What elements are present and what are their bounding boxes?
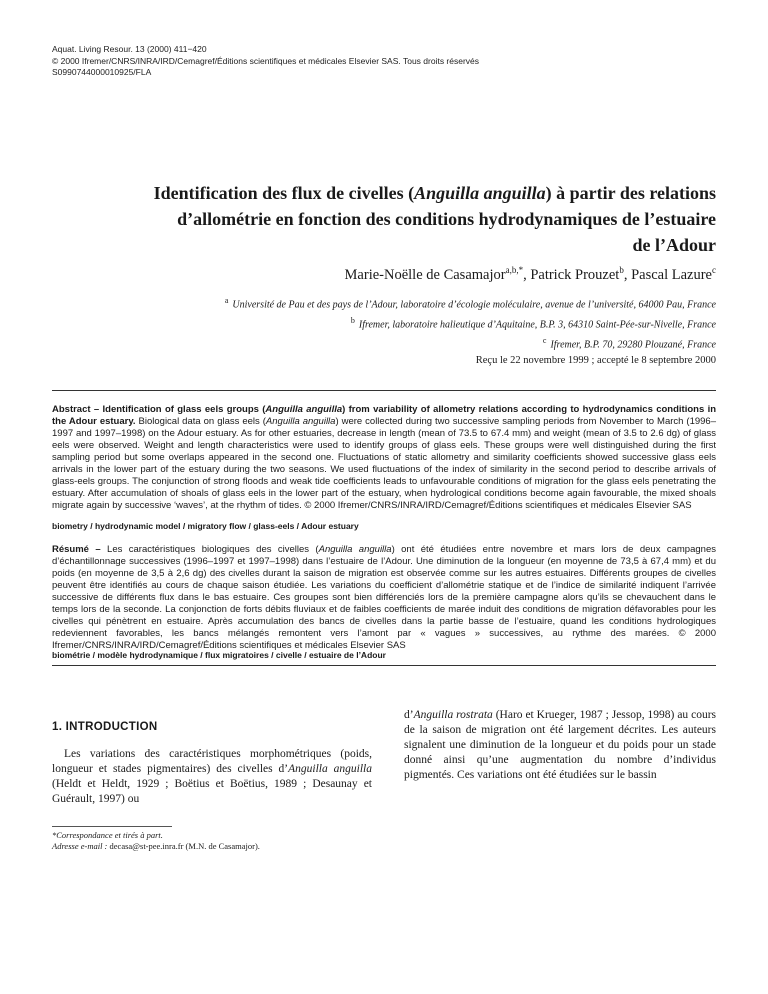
title-part: ) à partir des relations [545, 183, 716, 203]
title-line-3: de l’Adour [632, 235, 716, 255]
affil-text: Ifremer, laboratoire halieutique d’Aquitaine, B.P. 3, 64310 Saint-Pée-sur-Nivelle, France [358, 319, 716, 331]
abstract-body: ) were collected during two successive sampling periods from November to March (1996–1997 and 1997–1998) on the Adour estuary. As for other estuaries, decrease in length (mean of 73.5 to 67.4 mm) and weight (mean of 3.5 to 2.6 dg) of glass eels were observed. Weight and length characteristics were used to identify groups of glass eels. These groups were well distinguished during the first sampling period but some overlaps appeared in the second one. Fluctuations of static allometry and similarity coefficients showed successive glass eels arrivals in the lower part of the estuary during the two seasons. We used fluctuations of the index of similarity in the second period to describe arrivals of glass-eels groups. The conjunction of strong floods and weak tide coefficients leads to unfavourable conditions of migration for the glass eels penetrating the estuary. After accumulation of shoals of glass eels in the lower part of the estuary, when hydrological conditions become again favourable, the mixed shoals migrate again by successive ‘waves’, at the rhythm of tides. © 2000 Ifremer/CNRS/INRA/IRD/Cemagref/Éditions scientifiques et médicales Elsevier SAS [52, 416, 716, 511]
affiliation-c [543, 336, 716, 350]
title-species: Anguilla anguilla [414, 183, 546, 203]
author-name: , Pascal Lazure [623, 266, 712, 283]
email-address: decasa@st-pee.inra.fr (M.N. de Casamajor). [107, 841, 260, 851]
abstract [52, 404, 716, 512]
intro-paragraph [52, 747, 372, 807]
resume-label: Résumé – [52, 544, 101, 555]
resume-body: ) ont été étudiées entre novembre et mars lors de deux campagnes d’échantillonnage successives (1996–1997 et 1997–1998) dans l’estuaire de l’Adour. Une diminution de la longueur (en moyenne de 73,5 à 67,4 mm) et du poids (en moyenne de 3,5 à 2,6 dg) des civelles durant la saison de migration est observée comme sur les autres estuaires. Différents groupes de civelles peuvent être identifiés au cours de chaque saison étudiée. Les variations du coefficient d’allométrie statique et de l’indice de similarité indiquent l’arrivée successive de différents flux dans le bas estuaire. Ces groupes sont bien différenciés lors de la première campagne alors qu’ils se chevauchent dans le temps lors de la seconde. La conjonction de forts débits fluviaux et de faibles coefficients de marée induit des conditions de migration défavorables pour les civelles qui pénètrent en estuaire. Après accumulation des bancs de civelles dans la partie basse de l’estuaire, quand les conditions hydrologiques redeviennent favorables, les bancs mélangés remontent vers l’amont par « vagues » successives, au rythme des marées. © 2000 Ifremer/CNRS/INRA/IRD/Cemagref/Éditions scientifiques et médicales Elsevier SAS [52, 544, 716, 651]
received-date: Reçu le 22 novembre 1999 ; accepté le 8 septembre 2000 [475, 355, 716, 366]
author-name: , Patrick Prouzet [523, 266, 620, 283]
intro-text: (Heldt et Heldt, 1929 ; Boëtius et Boëtius, 1989 ; Desaunay et Guérault, 1997) ou [52, 778, 372, 805]
divider [52, 665, 716, 666]
doi-line: S0990744000010925/FLA [52, 67, 152, 77]
intro-text: Les variations des caractéristiques morphométriques (poids, longueur et stades pigmentaires) des civelles d’ [52, 748, 372, 775]
intro-text: (Haro et Krueger, 1987 ; Jessop, 1998) au cours de la saison de migration ont été largement décrites. Les auteurs signalent une diminution de la longueur et du poids pour un stade donné ainsi qu’une augmentation du nombre d’individus pigmentés. Ces variations ont été étudiées sur le bassin [404, 709, 717, 781]
affiliation-a [225, 296, 716, 310]
section-heading: 1. INTRODUCTION [52, 721, 158, 733]
title-part: Identification des flux de civelles ( [153, 183, 415, 203]
affil-text: Ifremer, B.P. 70, 29280 Plouzané, France [550, 339, 716, 351]
left-column [52, 720, 372, 807]
affil-sup: c [542, 336, 547, 345]
citation-line: Aquat. Living Resour. 13 (2000) 411−420 [52, 44, 207, 54]
journal-header [52, 44, 479, 79]
article-title [70, 180, 716, 258]
author-name: Marie-Noëlle de Casamajor [344, 266, 506, 283]
right-column [404, 708, 716, 783]
intro-text: d’ [404, 709, 414, 721]
affil-text: Université de Pau et des pays de l’Adour, laboratoire d’écologie moléculaire, avenue de l’université, 64000 Pau, France [232, 299, 716, 311]
copyright-line: © 2000 Ifremer/CNRS/INRA/IRD/Cemagref/Éditions scientifiques et médicales Elsevier SAS. Tous droits réservés [52, 55, 480, 66]
affil-sup: a [224, 296, 229, 305]
abstract-body: Biological data on glass eels ( [135, 416, 266, 427]
resume [52, 544, 716, 652]
email-label: Adresse e-mail : [52, 841, 108, 851]
resume-body: Les caractéristiques biologiques des civelles ( [100, 544, 319, 555]
author-sup: a,b,* [505, 265, 524, 275]
author-list [345, 265, 716, 284]
intro-species: Anguilla anguilla [288, 763, 372, 775]
divider [52, 390, 716, 391]
title-line-2: d’allométrie en fonction des conditions hydrodynamiques de l’estuaire [177, 209, 716, 229]
author-sup: c [712, 265, 716, 275]
abstract-species: Anguilla anguilla [265, 416, 336, 427]
abstract-species: Anguilla anguilla [265, 404, 343, 415]
abstract-label: Abstract – Identification of glass eels groups ( [52, 404, 266, 415]
resume-species: Anguilla anguilla [318, 544, 392, 555]
footnote-rule [52, 826, 172, 827]
affil-sup: b [350, 316, 355, 325]
correspondence-line: *Correspondance et tirés à part. [52, 830, 163, 840]
keywords-fr: biométrie / modèle hydrodynamique / flux migratoires / civelle / estuaire de l’Adour [52, 650, 386, 660]
affiliation-b [351, 316, 716, 330]
intro-species: Anguilla rostrata [413, 709, 493, 721]
keywords-en: biometry / hydrodynamic model / migratory flow / glass-eels / Adour estuary [52, 521, 359, 531]
correspondence-note [52, 830, 372, 852]
author-sup: b [619, 265, 624, 275]
abstract-label-end: ) from variability of allometry relations according to hydrodynamics conditions in the Adour estuary. [52, 404, 717, 427]
